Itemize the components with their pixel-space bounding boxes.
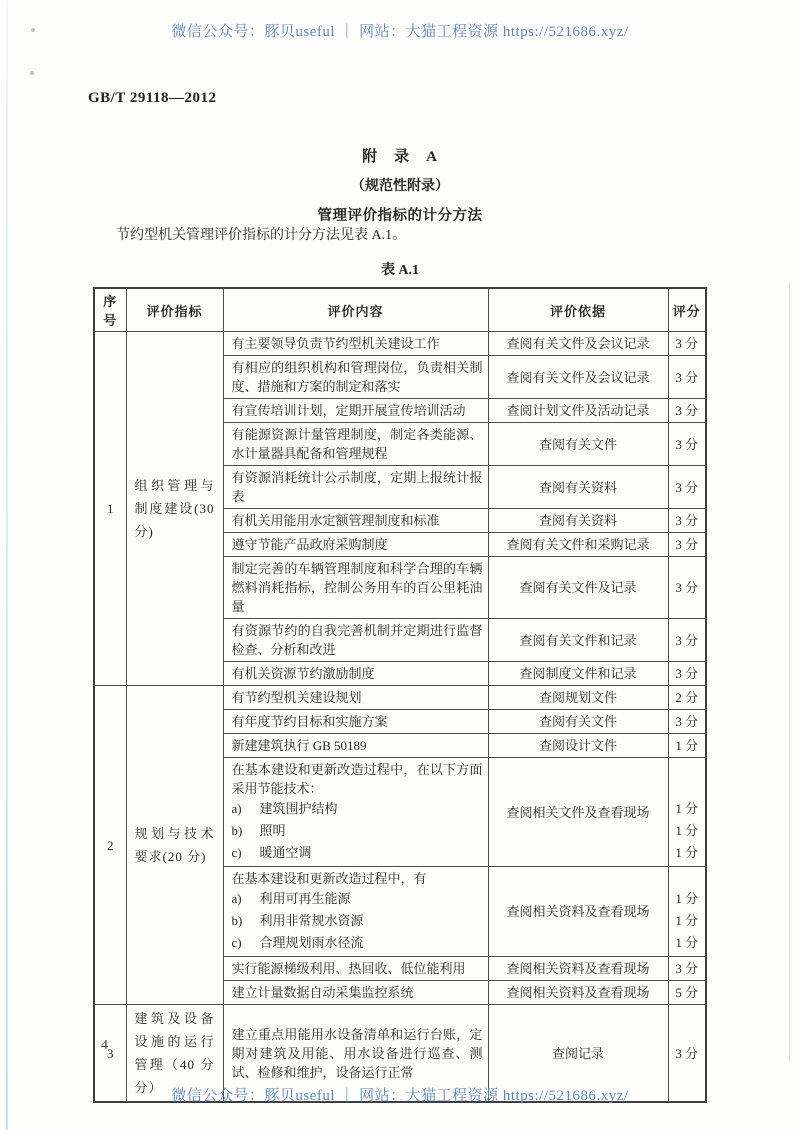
scan-speck-icon bbox=[31, 28, 35, 32]
score-cell: 3 分 bbox=[668, 557, 706, 619]
evaluation-indicator-cell: 组织管理与制度建设(30 分) bbox=[126, 332, 223, 686]
evaluation-content-cell: 有年度节约目标和实施方案 bbox=[223, 710, 488, 734]
column-header-1: 评价指标 bbox=[126, 288, 223, 332]
score-cell: 3 分 bbox=[668, 356, 706, 399]
evaluation-content-cell: 有资源节约的自我完善机制并定期进行监督检查、分析和改进 bbox=[223, 619, 488, 662]
score-cell: 3 分 bbox=[668, 533, 706, 557]
column-header-3: 评价依据 bbox=[488, 288, 668, 332]
score-cell: 1 分 bbox=[668, 734, 706, 758]
evaluation-basis-cell: 查阅设计文件 bbox=[488, 734, 668, 758]
appendix-type: （规范性附录） bbox=[351, 179, 449, 194]
intro-paragraph: 节约型机关管理评价指标的计分方法见表 A.1。 bbox=[116, 228, 407, 243]
score-cell: 3 分 bbox=[668, 710, 706, 734]
table-row bbox=[94, 686, 706, 710]
table-caption: 表 A.1 bbox=[380, 263, 420, 278]
score-cell: 3 分 bbox=[668, 662, 706, 686]
table-header bbox=[94, 288, 706, 332]
section-number: 1 bbox=[94, 332, 126, 686]
evaluation-basis-cell: 查阅记录 bbox=[488, 1005, 668, 1103]
score-cell: 3 分 bbox=[668, 466, 706, 509]
evaluation-content-cell: 有主要领导负责节约型机关建设工作 bbox=[223, 332, 488, 356]
appendix-label: 附 录 A bbox=[362, 149, 438, 165]
evaluation-content-cell: 有机关资源节约激励制度 bbox=[223, 662, 488, 686]
score-cell: 1 分 1 分 1 分 bbox=[668, 867, 706, 957]
evaluation-content-cell: 制定完善的车辆管理制度和科学合理的车辆燃料消耗指标，控制公务用车的百公里耗油量 bbox=[223, 557, 488, 619]
table-body bbox=[94, 332, 706, 1103]
score-cell: 3 分 bbox=[668, 957, 706, 981]
evaluation-basis-cell: 查阅计划文件及活动记录 bbox=[488, 399, 668, 423]
evaluation-content-cell: 实行能源梯级利用、热回收、低位能利用 bbox=[223, 957, 488, 981]
evaluation-content-cell: 有资源消耗统计公示制度，定期上报统计报表 bbox=[223, 466, 488, 509]
appendix-heading: 管理评价指标的计分方法 bbox=[317, 208, 483, 224]
evaluation-basis-cell: 查阅相关资料及查看现场 bbox=[488, 957, 668, 981]
evaluation-content-cell: 有宣传培训计划，定期开展宣传培训活动 bbox=[223, 399, 488, 423]
score-cell: 3 分 bbox=[668, 509, 706, 533]
evaluation-content-cell: 新建建筑执行 GB 50189 bbox=[223, 734, 488, 758]
appendix-title-block bbox=[0, 145, 800, 225]
scan-speck-icon bbox=[30, 71, 34, 75]
evaluation-content-cell: 有能源资源计量管理制度，制定各类能源、水计量器具配备和管理规程 bbox=[223, 423, 488, 466]
evaluation-basis-cell: 查阅有关资料 bbox=[488, 509, 668, 533]
evaluation-content-cell: 在基本建设和更新改造过程中，有 a) 利用可再生能源 b) 利用非常规水资源 c) 合理规划雨水径流 bbox=[223, 867, 488, 957]
evaluation-basis-cell: 查阅有关文件及记录 bbox=[488, 557, 668, 619]
watermark-footer: 微信公众号：豚贝useful ｜ 网站：大猫工程资源 https://521686.xyz/ bbox=[171, 1088, 629, 1104]
evaluation-basis-cell: 查阅相关文件及查看现场 bbox=[488, 758, 668, 867]
evaluation-indicator-cell: 建筑及设备设施的运行管理（40 分分） bbox=[126, 1005, 223, 1103]
section-number: 3 bbox=[94, 1005, 126, 1103]
evaluation-basis-cell: 查阅有关文件及会议记录 bbox=[488, 356, 668, 399]
evaluation-basis-cell: 查阅有关文件 bbox=[488, 710, 668, 734]
evaluation-basis-cell: 查阅制度文件和记录 bbox=[488, 662, 668, 686]
score-table bbox=[93, 287, 707, 1103]
evaluation-basis-cell: 查阅规划文件 bbox=[488, 686, 668, 710]
column-header-2: 评价内容 bbox=[223, 288, 488, 332]
evaluation-content-cell: 有节约型机关建设规划 bbox=[223, 686, 488, 710]
score-cell: 3 分 bbox=[668, 332, 706, 356]
score-cell: 2 分 bbox=[668, 686, 706, 710]
section-number: 2 bbox=[94, 686, 126, 1005]
evaluation-basis-cell: 查阅相关资料及查看现场 bbox=[488, 867, 668, 957]
score-cell: 3 分 bbox=[668, 399, 706, 423]
standard-number: GB/T 29118—2012 bbox=[88, 90, 217, 106]
page-number: 4 bbox=[101, 1038, 108, 1053]
score-cell: 3 分 bbox=[668, 619, 706, 662]
evaluation-basis-cell: 查阅有关文件和记录 bbox=[488, 619, 668, 662]
evaluation-basis-cell: 查阅相关资料及查看现场 bbox=[488, 981, 668, 1005]
scan-edge-line-right bbox=[789, 282, 790, 1062]
score-cell: 5 分 bbox=[668, 981, 706, 1005]
evaluation-content-cell: 遵守节能产品政府采购制度 bbox=[223, 533, 488, 557]
scan-edge-line-left bbox=[6, 0, 8, 1130]
evaluation-basis-cell: 查阅有关文件 bbox=[488, 423, 668, 466]
table-row bbox=[94, 332, 706, 356]
score-cell: 3 分 bbox=[668, 1005, 706, 1103]
evaluation-content-cell: 建立重点用能用水设备清单和运行台账，定期对建筑及用能、用水设备进行巡查、测试、检修和维护，设备运行正常 bbox=[223, 1005, 488, 1103]
evaluation-indicator-cell: 规划与技术要求(20 分) bbox=[126, 686, 223, 1005]
evaluation-content-cell: 在基本建设和更新改造过程中，在以下方面采用节能技术： a) 建筑围护结构 b) 照明 c) 暖通空调 bbox=[223, 758, 488, 867]
evaluation-content-cell: 有机关用能用水定额管理制度和标准 bbox=[223, 509, 488, 533]
evaluation-content-cell: 有相应的组织机构和管理岗位，负责相关制度、措施和方案的制定和落实 bbox=[223, 356, 488, 399]
watermark-header: 微信公众号：豚贝useful ｜ 网站：大猫工程资源 https://521686.xyz/ bbox=[171, 24, 629, 40]
column-header-0: 序号 bbox=[94, 288, 126, 332]
column-header-4: 评分 bbox=[668, 288, 706, 332]
evaluation-basis-cell: 查阅有关文件和采购记录 bbox=[488, 533, 668, 557]
score-cell: 3 分 bbox=[668, 423, 706, 466]
score-cell: 1 分 1 分 1 分 bbox=[668, 758, 706, 867]
evaluation-basis-cell: 查阅有关资料 bbox=[488, 466, 668, 509]
evaluation-content-cell: 建立计量数据自动采集监控系统 bbox=[223, 981, 488, 1005]
evaluation-basis-cell: 查阅有关文件及会议记录 bbox=[488, 332, 668, 356]
